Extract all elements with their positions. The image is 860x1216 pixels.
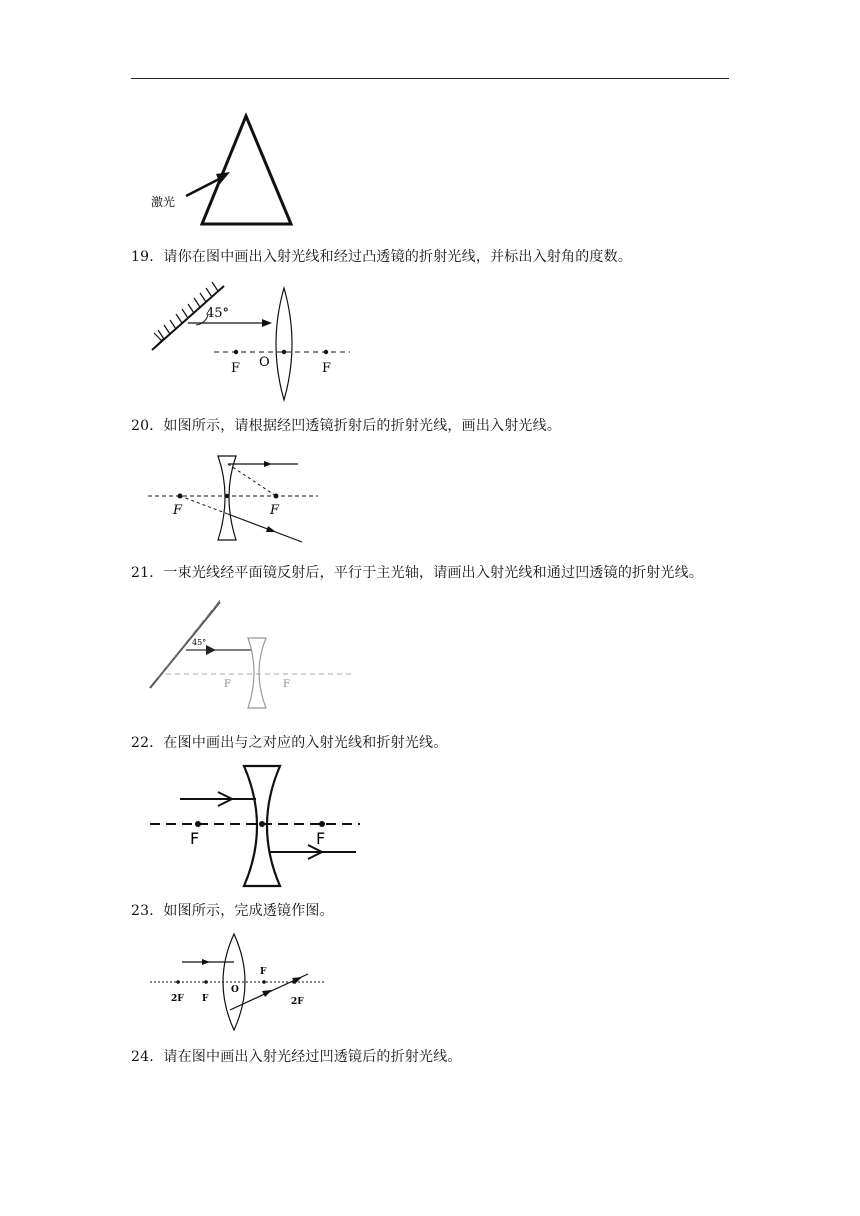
laser-label: 激光 (151, 195, 176, 209)
figure-23 (148, 930, 338, 1036)
focus-label-left: F (202, 994, 209, 1004)
center-label: O (231, 985, 239, 995)
focus-point-left (204, 980, 208, 984)
angle-label: 45° (206, 306, 230, 321)
question-number: 20． (131, 418, 164, 434)
focus-label-right: F (283, 679, 290, 690)
focus-label-left: F (224, 679, 231, 690)
ray-arrow-icon (264, 461, 272, 467)
focus-label-left: F (190, 829, 200, 848)
question-19 (131, 248, 632, 266)
question-21 (131, 564, 703, 582)
ray-arrow-icon (266, 526, 276, 532)
focus-point-right (262, 980, 266, 984)
ray-arrow-icon (206, 645, 216, 655)
angle-label: 45° (192, 638, 207, 647)
ray-arrow-icon (262, 990, 272, 997)
twoF-point-left (176, 980, 180, 984)
figure-20 (146, 450, 321, 546)
question-text: 请你在图中画出入射光线和经过凸透镜的折射光线，并标出入射角的度数。 (163, 249, 633, 265)
focus-point-left (195, 821, 201, 827)
question-text: 在图中画出与之对应的入射光线和折射光线。 (163, 735, 448, 751)
center-label: O (259, 355, 270, 370)
figure-19 (146, 280, 356, 405)
focus-label-right: F (322, 361, 332, 376)
refracted-ray-diverging (228, 514, 302, 542)
dashed-extension (180, 496, 228, 514)
focus-point-right (324, 350, 328, 354)
focus-point-right (319, 821, 325, 827)
focus-point-left (234, 350, 238, 354)
focus-label-right: F (260, 967, 267, 977)
twoF-point-right (292, 980, 296, 984)
question-22 (131, 734, 447, 752)
focus-label-right: F (270, 503, 280, 518)
figure-22 (148, 762, 363, 890)
header-rule (131, 78, 729, 79)
prism-figure (140, 110, 310, 234)
prism-triangle (202, 116, 291, 224)
focus-label-right: F (316, 829, 326, 848)
question-number: 19． (131, 249, 164, 265)
focus-point-left (178, 494, 183, 499)
convex-lens (276, 288, 292, 400)
question-text: 一束光线经平面镜反射后，平行于主光轴，请画出入射光线和通过凹透镜的折射光线。 (163, 565, 704, 581)
question-24 (131, 1048, 462, 1066)
twoF-label-right: 2F (291, 997, 304, 1007)
ray-arrow-icon (262, 319, 272, 327)
question-23 (131, 902, 334, 920)
focus-point-right (274, 494, 279, 499)
question-number: 21． (131, 565, 164, 581)
question-number: 22． (131, 735, 164, 751)
figure-21 (146, 598, 356, 713)
question-number: 24． (131, 1049, 164, 1065)
question-number: 23． (131, 903, 164, 919)
question-text: 请在图中画出入射光经过凹透镜后的折射光线。 (163, 1049, 462, 1065)
question-20 (131, 417, 561, 435)
twoF-label-left: 2F (171, 994, 184, 1004)
ray-arrow-icon (202, 959, 210, 965)
focus-label-left: F (231, 361, 241, 376)
concave-lens (248, 638, 266, 708)
optical-center (225, 494, 229, 498)
optical-center (282, 350, 286, 354)
optical-center (259, 821, 265, 827)
dashed-extension (228, 464, 276, 496)
focus-label-left: F (173, 503, 183, 518)
question-text: 如图所示，完成透镜作图。 (163, 903, 334, 919)
question-text: 如图所示，请根据经凹透镜折射后的折射光线，画出入射光线。 (163, 418, 562, 434)
